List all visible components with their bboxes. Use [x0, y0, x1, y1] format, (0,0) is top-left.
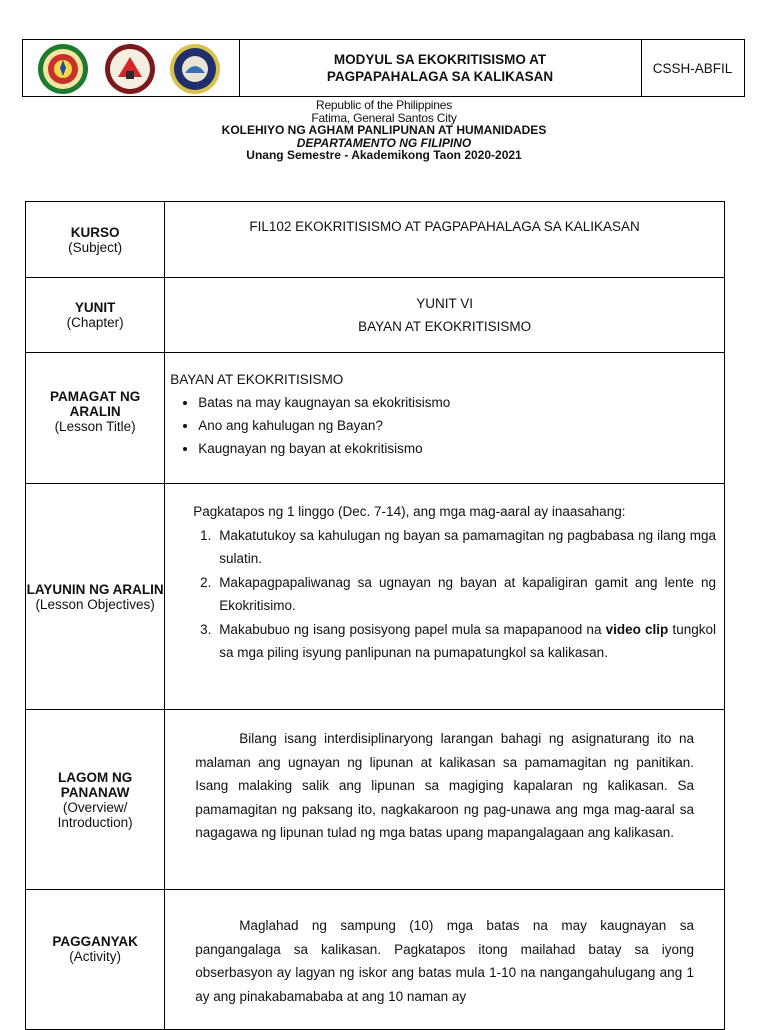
- lagom-label: LAGOM NG PANANAW: [57, 769, 133, 800]
- university-seal-icon: [37, 43, 89, 95]
- pamagat-label: PAMAGAT NG ARALIN: [49, 389, 141, 419]
- pagganyak-label-cell: [26, 890, 165, 1030]
- lagom-label-cell: [26, 710, 165, 890]
- pagganyak-value-cell: [165, 890, 725, 1030]
- yunit-value-line1: YUNIT VI: [416, 296, 473, 311]
- layunin-intro: Pagkatapos ng 1 linggo (Dec. 7-14), ang mga mag-aaral ay inaasahang:: [193, 504, 626, 519]
- obj3-text-a: Makabubuo ng isang posisyong papel mula sa mapapanood na: [219, 621, 606, 637]
- module-title-line1: MODYUL SA EKOKRITISISMO AT: [333, 52, 547, 67]
- layunin-value-cell: [165, 484, 725, 710]
- yunit-value-cell: [165, 278, 725, 353]
- module-info-table: [25, 201, 725, 1030]
- pamagat-topic-list: [170, 391, 724, 460]
- pamagat-sublabel: (Lesson Title): [54, 419, 136, 434]
- row-lagom: [26, 710, 725, 890]
- term-line: Unang Semestre - Akademikong Taon 2020-2021: [246, 148, 522, 162]
- pagganyak-sublabel: (Activity): [69, 949, 121, 964]
- pagganyak-paragraph: Maglahad ng sampung (10) mga batas na may kaugnayan sa pangangalaga sa kalikasan. Pagkatapos itong mailahad batay sa iyong obserbasyon ay lagyan ng iskor ang batas mula 1-10 na nangangahulugang ang 1 ay ang pinakabamababa at ang 10 naman ay: [195, 918, 694, 1004]
- lagom-paragraph: Bilang isang interdisiplinaryong larangan bahagi ng asignaturang ito na malaman ang ugnayan ng lipunan at kalikasan sa pamamagitan ng panitikan. Isang malaking salik ang lipunan sa magiging kapalaran ng kalikasan. Sa pamamagitan ng paksang ito, nagkakaroon ng pag-unawa ang mga mag-aaral sa nagagawa ng lipunan tulad ng mga batas upang mapangalagaan ang kalikasan.: [195, 731, 694, 840]
- city-line: Fatima, General Santos City: [311, 110, 457, 125]
- kurso-sublabel: (Subject): [68, 239, 123, 255]
- obj3-text-bold: video clip: [605, 621, 669, 637]
- yunit-sublabel: (Chapter): [66, 315, 124, 330]
- layunin-sublabel: (Lesson Objectives): [35, 596, 155, 612]
- yunit-label-cell: [26, 278, 165, 353]
- institution-block: [0, 99, 768, 162]
- list-item: 2. Makapagpapaliwanag sa ugnayan ng bayan at kapaligiran gamit ang lente ng Ekokritisimo.: [215, 571, 716, 618]
- pamagat-heading: BAYAN AT EKOKRITISISMO: [170, 372, 344, 387]
- list-item: 1. Makatutukoy sa kahulugan ng bayan sa pamamagitan ng pagbabasa ng ilang mga sulatin.: [215, 524, 716, 571]
- module-title: [239, 40, 642, 96]
- department-seal-icon: [169, 43, 221, 95]
- pamagat-value-cell: [165, 353, 725, 484]
- module-title-line2: PAGPAPAHALAGA SA KALIKASAN: [326, 69, 554, 84]
- yunit-label: YUNIT: [74, 300, 116, 315]
- list-item: • Ano ang kahulugan ng Bayan?: [198, 414, 724, 437]
- pagganyak-label: PAGGANYAK: [52, 934, 138, 949]
- kurso-value-cell: [165, 202, 725, 278]
- kurso-label-cell: [26, 202, 165, 278]
- row-layunin: [26, 484, 725, 710]
- layunin-label: LAYUNIN NG ARALIN: [26, 581, 164, 597]
- obj3-text-b: tungkol sa mga piling isyung panlipunan na pumapatungkol sa kalikasan.: [219, 621, 716, 660]
- department-name: DEPARTAMENTO NG FILIPINO: [296, 135, 472, 150]
- college-name: KOLEHIYO NG AGHAM PANLIPUNAN AT HUMANIDADES: [221, 123, 547, 137]
- list-item: • Batas na may kaugnayan sa ekokritisismo: [198, 391, 724, 414]
- lagom-sublabel: (Overview/ Introduction): [57, 799, 133, 830]
- list-item: [215, 618, 716, 665]
- list-item: • Kaugnayan ng bayan at ekokritisismo: [198, 437, 724, 460]
- lagom-value-cell: [165, 710, 725, 890]
- college-seal-icon: [104, 43, 156, 95]
- kurso-value: FIL102 EKOKRITISISMO AT PAGPAPAHALAGA SA KALIKASAN: [249, 219, 640, 234]
- kurso-label: KURSO: [70, 224, 120, 240]
- country-line: Republic of the Philippines: [315, 98, 453, 112]
- pamagat-label-cell: [26, 353, 165, 484]
- objectives-list: [193, 524, 716, 665]
- module-header: [22, 39, 745, 97]
- row-kurso: [26, 202, 725, 278]
- layunin-label-cell: [26, 484, 165, 710]
- course-code: CSSH-ABFIL: [652, 60, 733, 76]
- row-pagganyak: [26, 890, 725, 1030]
- logo-strip: [23, 40, 240, 96]
- row-pamagat: [26, 353, 725, 484]
- yunit-value-line2: BAYAN AT EKOKRITISISMO: [358, 319, 532, 334]
- row-yunit: [26, 278, 725, 353]
